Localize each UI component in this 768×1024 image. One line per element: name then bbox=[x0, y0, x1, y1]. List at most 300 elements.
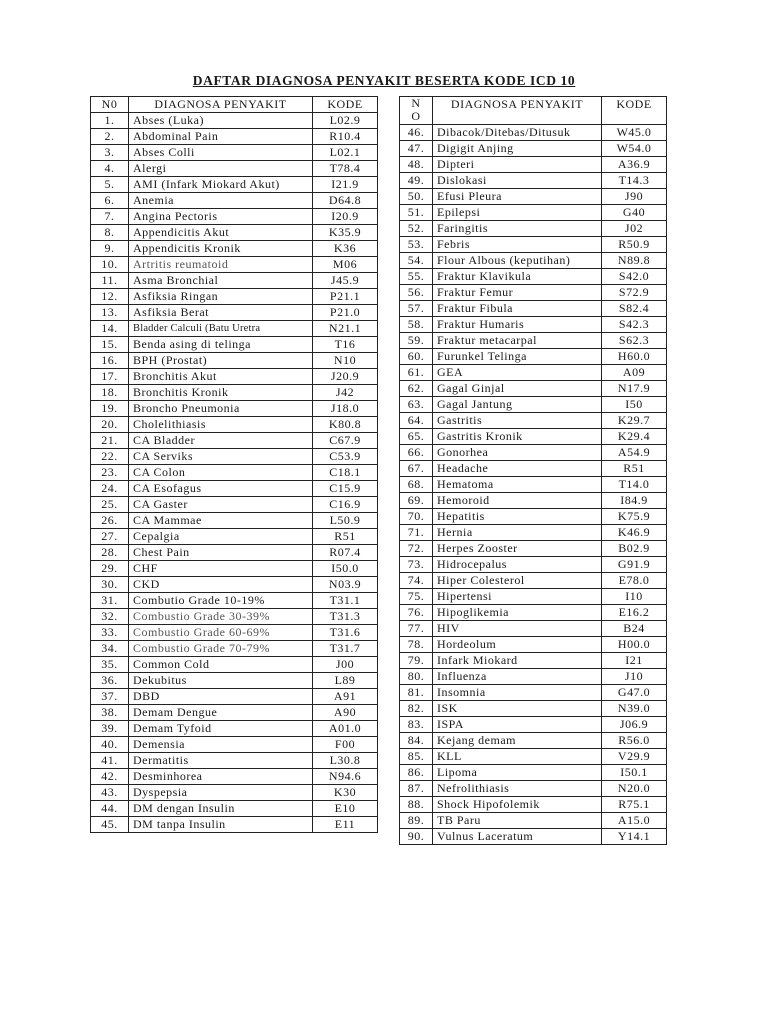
diagnosis-name: Hematoma bbox=[433, 477, 602, 493]
row-number: 7. bbox=[91, 209, 129, 225]
row-number: 88. bbox=[400, 797, 433, 813]
diagnosis-name: Combustio Grade 70-79% bbox=[129, 641, 313, 657]
diagnosis-name: Hidrocepalus bbox=[433, 557, 602, 573]
diagnosis-name: GEA bbox=[433, 365, 602, 381]
row-number: 12. bbox=[91, 289, 129, 305]
icd-code: J06.9 bbox=[602, 717, 667, 733]
icd-code: T31.6 bbox=[313, 625, 378, 641]
row-number: 78. bbox=[400, 637, 433, 653]
icd-code: I50.1 bbox=[602, 765, 667, 781]
icd-code: E10 bbox=[313, 801, 378, 817]
row-number: 48. bbox=[400, 157, 433, 173]
diagnosis-name: Appendicitis Kronik bbox=[129, 241, 313, 257]
icd-code: I21.9 bbox=[313, 177, 378, 193]
diagnosis-name: Insomnia bbox=[433, 685, 602, 701]
table-row bbox=[91, 545, 378, 561]
diagnosis-name: Lipoma bbox=[433, 765, 602, 781]
row-number: 65. bbox=[400, 429, 433, 445]
icd-code: P21.0 bbox=[313, 305, 378, 321]
row-number: 60. bbox=[400, 349, 433, 365]
row-number: 36. bbox=[91, 673, 129, 689]
icd-code: N89.8 bbox=[602, 253, 667, 269]
diagnosis-name: Alergi bbox=[129, 161, 313, 177]
diagnosis-name: CA Bladder bbox=[129, 433, 313, 449]
diagnosis-name: Efusi Pleura bbox=[433, 189, 602, 205]
row-number: 28. bbox=[91, 545, 129, 561]
table-row bbox=[91, 657, 378, 673]
icd-code: J90 bbox=[602, 189, 667, 205]
column-header-diagnosis: DIAGNOSA PENYAKIT bbox=[433, 97, 602, 125]
column-header-diagnosis: DIAGNOSA PENYAKIT bbox=[129, 97, 313, 113]
diagnosis-name: Hepatitis bbox=[433, 509, 602, 525]
diagnosis-name: Fraktur Klavikula bbox=[433, 269, 602, 285]
icd-code: Y14.1 bbox=[602, 829, 667, 845]
table-row bbox=[91, 705, 378, 721]
row-number: 4. bbox=[91, 161, 129, 177]
row-number: 62. bbox=[400, 381, 433, 397]
row-number: 20. bbox=[91, 417, 129, 433]
diagnosis-name: Hordeolum bbox=[433, 637, 602, 653]
table-row bbox=[400, 189, 667, 205]
table-row bbox=[91, 241, 378, 257]
icd-code: N03.9 bbox=[313, 577, 378, 593]
table-row bbox=[400, 205, 667, 221]
table-row bbox=[400, 765, 667, 781]
diagnosis-name: Furunkel Telinga bbox=[433, 349, 602, 365]
icd-code: N39.0 bbox=[602, 701, 667, 717]
diagnosis-name: Herpes Zooster bbox=[433, 541, 602, 557]
icd-code: A54.9 bbox=[602, 445, 667, 461]
icd-code: M06 bbox=[313, 257, 378, 273]
icd-code: J20.9 bbox=[313, 369, 378, 385]
table-row bbox=[91, 689, 378, 705]
column-header-code: KODE bbox=[602, 97, 667, 125]
icd-code: N20.0 bbox=[602, 781, 667, 797]
row-number: 23. bbox=[91, 465, 129, 481]
diagnosis-name: Hemoroid bbox=[433, 493, 602, 509]
diagnosis-name: Gagal Jantung bbox=[433, 397, 602, 413]
table-row bbox=[400, 397, 667, 413]
row-number: 85. bbox=[400, 749, 433, 765]
table-row bbox=[400, 477, 667, 493]
diagnosis-name: Dekubitus bbox=[129, 673, 313, 689]
table-header-row bbox=[91, 97, 378, 113]
diagnosis-name: Hernia bbox=[433, 525, 602, 541]
icd-code: L89 bbox=[313, 673, 378, 689]
diagnosis-name: CA Gaster bbox=[129, 497, 313, 513]
row-number: 13. bbox=[91, 305, 129, 321]
icd-code: I10 bbox=[602, 589, 667, 605]
table-row bbox=[400, 781, 667, 797]
table-row bbox=[91, 609, 378, 625]
row-number: 83. bbox=[400, 717, 433, 733]
row-number: 80. bbox=[400, 669, 433, 685]
diagnosis-name: KLL bbox=[433, 749, 602, 765]
row-number: 90. bbox=[400, 829, 433, 845]
diagnosis-name: Abses Colli bbox=[129, 145, 313, 161]
diagnosis-name: Dislokasi bbox=[433, 173, 602, 189]
table-row bbox=[400, 829, 667, 845]
icd-code: H60.0 bbox=[602, 349, 667, 365]
table-row bbox=[400, 797, 667, 813]
icd-code: K75.9 bbox=[602, 509, 667, 525]
diagnosis-name: Common Cold bbox=[129, 657, 313, 673]
row-number: 47. bbox=[400, 141, 433, 157]
diagnosis-name: BPH (Prostat) bbox=[129, 353, 313, 369]
row-number: 35. bbox=[91, 657, 129, 673]
diagnosis-name: Infark Miokard bbox=[433, 653, 602, 669]
table-row bbox=[91, 433, 378, 449]
icd-code: I50.0 bbox=[313, 561, 378, 577]
diagnosis-name: TB Paru bbox=[433, 813, 602, 829]
icd-code: J10 bbox=[602, 669, 667, 685]
diagnosis-name: Appendicitis Akut bbox=[129, 225, 313, 241]
table-row bbox=[400, 733, 667, 749]
icd-code: R51 bbox=[313, 529, 378, 545]
document-title: DAFTAR DIAGNOSA PENYAKIT BESERTA KODE ICD 10 bbox=[192, 73, 576, 88]
diagnosis-name: Angina Pectoris bbox=[129, 209, 313, 225]
table-row bbox=[400, 221, 667, 237]
table-row bbox=[400, 381, 667, 397]
table-row bbox=[400, 445, 667, 461]
icd-code: J45.9 bbox=[313, 273, 378, 289]
table-row bbox=[91, 337, 378, 353]
icd-code: L30.8 bbox=[313, 753, 378, 769]
table-row bbox=[400, 269, 667, 285]
icd-code: P21.1 bbox=[313, 289, 378, 305]
diagnosis-name: Combutio Grade 10-19% bbox=[129, 593, 313, 609]
diagnosis-name: Gastritis Kronik bbox=[433, 429, 602, 445]
row-number: 53. bbox=[400, 237, 433, 253]
table-row bbox=[91, 385, 378, 401]
diagnosis-name: Fraktur Femur bbox=[433, 285, 602, 301]
diagnosis-name: AMI (Infark Miokard Akut) bbox=[129, 177, 313, 193]
icd-code: R07.4 bbox=[313, 545, 378, 561]
column-header-no: N O bbox=[400, 97, 433, 125]
table-row bbox=[400, 557, 667, 573]
row-number: 87. bbox=[400, 781, 433, 797]
icd-code: L02.9 bbox=[313, 113, 378, 129]
icd-code: E16.2 bbox=[602, 605, 667, 621]
row-number: 73. bbox=[400, 557, 433, 573]
table-row bbox=[91, 225, 378, 241]
table-row bbox=[400, 349, 667, 365]
table-row bbox=[400, 157, 667, 173]
diagnosis-name: Fraktur Humaris bbox=[433, 317, 602, 333]
table-row bbox=[91, 449, 378, 465]
row-number: 21. bbox=[91, 433, 129, 449]
icd-code: B24 bbox=[602, 621, 667, 637]
diagnosis-table-right bbox=[399, 96, 667, 845]
table-row bbox=[91, 305, 378, 321]
table-row bbox=[91, 497, 378, 513]
row-number: 33. bbox=[91, 625, 129, 641]
icd-code: H00.0 bbox=[602, 637, 667, 653]
table-row bbox=[91, 401, 378, 417]
row-number: 63. bbox=[400, 397, 433, 413]
table-row bbox=[91, 673, 378, 689]
icd-code: K80.8 bbox=[313, 417, 378, 433]
icd-code: R56.0 bbox=[602, 733, 667, 749]
row-number: 38. bbox=[91, 705, 129, 721]
row-number: 52. bbox=[400, 221, 433, 237]
row-number: 86. bbox=[400, 765, 433, 781]
table-row bbox=[91, 353, 378, 369]
table-row bbox=[91, 753, 378, 769]
table-row bbox=[91, 113, 378, 129]
table-row bbox=[91, 193, 378, 209]
table-row bbox=[400, 813, 667, 829]
icd-code: T16 bbox=[313, 337, 378, 353]
table-row bbox=[400, 509, 667, 525]
row-number: 14. bbox=[91, 321, 129, 337]
diagnosis-name: Dermatitis bbox=[129, 753, 313, 769]
icd-code: D64.8 bbox=[313, 193, 378, 209]
row-number: 69. bbox=[400, 493, 433, 509]
diagnosis-name: Hipertensi bbox=[433, 589, 602, 605]
row-number: 17. bbox=[91, 369, 129, 385]
table-row bbox=[400, 749, 667, 765]
icd-code: K29.4 bbox=[602, 429, 667, 445]
diagnosis-name: Asma Bronchial bbox=[129, 273, 313, 289]
diagnosis-name: Flour Albous (keputihan) bbox=[433, 253, 602, 269]
diagnosis-name: Asfiksia Ringan bbox=[129, 289, 313, 305]
icd-code: K29.7 bbox=[602, 413, 667, 429]
row-number: 89. bbox=[400, 813, 433, 829]
icd-code: T14.3 bbox=[602, 173, 667, 189]
table-row bbox=[91, 481, 378, 497]
diagnosis-name: CA Mammae bbox=[129, 513, 313, 529]
row-number: 75. bbox=[400, 589, 433, 605]
row-number: 70. bbox=[400, 509, 433, 525]
table-row bbox=[400, 125, 667, 141]
row-number: 59. bbox=[400, 333, 433, 349]
icd-code: A91 bbox=[313, 689, 378, 705]
row-number: 64. bbox=[400, 413, 433, 429]
diagnosis-name: Fraktur Fibula bbox=[433, 301, 602, 317]
icd-code: S42.3 bbox=[602, 317, 667, 333]
table-row bbox=[91, 161, 378, 177]
icd-code: T31.1 bbox=[313, 593, 378, 609]
table-row bbox=[91, 177, 378, 193]
diagnosis-name: Bladder Calculi (Batu Uretra bbox=[129, 321, 313, 337]
diagnosis-name: Kejang demam bbox=[433, 733, 602, 749]
table-row bbox=[400, 173, 667, 189]
table-row bbox=[91, 561, 378, 577]
table-row bbox=[400, 301, 667, 317]
row-number: 57. bbox=[400, 301, 433, 317]
icd-code: S72.9 bbox=[602, 285, 667, 301]
diagnosis-name: Faringitis bbox=[433, 221, 602, 237]
diagnosis-name: Abses (Luka) bbox=[129, 113, 313, 129]
icd-code: T31.7 bbox=[313, 641, 378, 657]
diagnosis-name: ISK bbox=[433, 701, 602, 717]
diagnosis-name: Gastritis bbox=[433, 413, 602, 429]
table-row bbox=[91, 145, 378, 161]
diagnosis-name: Demam Dengue bbox=[129, 705, 313, 721]
row-number: 24. bbox=[91, 481, 129, 497]
row-number: 8. bbox=[91, 225, 129, 241]
column-header-code: KODE bbox=[313, 97, 378, 113]
diagnosis-name: Dibacok/Ditebas/Ditusuk bbox=[433, 125, 602, 141]
row-number: 29. bbox=[91, 561, 129, 577]
table-row bbox=[91, 801, 378, 817]
row-number: 32. bbox=[91, 609, 129, 625]
diagnosis-name: Broncho Pneumonia bbox=[129, 401, 313, 417]
row-number: 11. bbox=[91, 273, 129, 289]
row-number: 19. bbox=[91, 401, 129, 417]
row-number: 79. bbox=[400, 653, 433, 669]
diagnosis-name: Combustio Grade 30-39% bbox=[129, 609, 313, 625]
row-number: 45. bbox=[91, 817, 129, 833]
row-number: 22. bbox=[91, 449, 129, 465]
icd-code: F00 bbox=[313, 737, 378, 753]
row-number: 15. bbox=[91, 337, 129, 353]
row-number: 26. bbox=[91, 513, 129, 529]
table-row bbox=[400, 237, 667, 253]
diagnosis-name: Epilepsi bbox=[433, 205, 602, 221]
table-row bbox=[400, 461, 667, 477]
table-row bbox=[400, 701, 667, 717]
table-row bbox=[400, 333, 667, 349]
row-number: 68. bbox=[400, 477, 433, 493]
table-row bbox=[91, 129, 378, 145]
diagnosis-name: Chest Pain bbox=[129, 545, 313, 561]
icd-code: W45.0 bbox=[602, 125, 667, 141]
icd-code: G40 bbox=[602, 205, 667, 221]
table-row bbox=[91, 737, 378, 753]
row-number: 37. bbox=[91, 689, 129, 705]
table-row bbox=[400, 717, 667, 733]
diagnosis-name: Febris bbox=[433, 237, 602, 253]
row-number: 81. bbox=[400, 685, 433, 701]
table-row bbox=[400, 573, 667, 589]
table-row bbox=[400, 621, 667, 637]
row-number: 27. bbox=[91, 529, 129, 545]
icd-code: C18.1 bbox=[313, 465, 378, 481]
table-row bbox=[91, 465, 378, 481]
row-number: 76. bbox=[400, 605, 433, 621]
diagnosis-name: CHF bbox=[129, 561, 313, 577]
table-row bbox=[91, 721, 378, 737]
row-number: 49. bbox=[400, 173, 433, 189]
icd-code: R75.1 bbox=[602, 797, 667, 813]
icd-code: N21.1 bbox=[313, 321, 378, 337]
table-row bbox=[400, 637, 667, 653]
icd-code: N17.9 bbox=[602, 381, 667, 397]
row-number: 5. bbox=[91, 177, 129, 193]
icd-code: A01.0 bbox=[313, 721, 378, 737]
table-row bbox=[400, 365, 667, 381]
icd-code: T78.4 bbox=[313, 161, 378, 177]
icd-code: N10 bbox=[313, 353, 378, 369]
icd-code: C53.9 bbox=[313, 449, 378, 465]
table-row bbox=[91, 257, 378, 273]
diagnosis-name: Nefrolithiasis bbox=[433, 781, 602, 797]
diagnosis-name: Gagal Ginjal bbox=[433, 381, 602, 397]
icd-code: C16.9 bbox=[313, 497, 378, 513]
diagnosis-name: Bronchitis Akut bbox=[129, 369, 313, 385]
icd-code: E11 bbox=[313, 817, 378, 833]
row-number: 3. bbox=[91, 145, 129, 161]
row-number: 58. bbox=[400, 317, 433, 333]
row-number: 84. bbox=[400, 733, 433, 749]
table-row bbox=[91, 817, 378, 833]
row-number: 46. bbox=[400, 125, 433, 141]
icd-code: W54.0 bbox=[602, 141, 667, 157]
table-row bbox=[91, 769, 378, 785]
diagnosis-name: Vulnus Laceratum bbox=[433, 829, 602, 845]
diagnosis-name: CA Serviks bbox=[129, 449, 313, 465]
row-number: 31. bbox=[91, 593, 129, 609]
row-number: 42. bbox=[91, 769, 129, 785]
row-number: 50. bbox=[400, 189, 433, 205]
table-row bbox=[400, 589, 667, 605]
table-row bbox=[400, 317, 667, 333]
row-number: 40. bbox=[91, 737, 129, 753]
icd-code: G47.0 bbox=[602, 685, 667, 701]
diagnosis-name: Headache bbox=[433, 461, 602, 477]
row-number: 44. bbox=[91, 801, 129, 817]
row-number: 71. bbox=[400, 525, 433, 541]
diagnosis-name: Artritis reumatoid bbox=[129, 257, 313, 273]
diagnosis-name: Influenza bbox=[433, 669, 602, 685]
row-number: 41. bbox=[91, 753, 129, 769]
table-row bbox=[400, 253, 667, 269]
diagnosis-name: Dyspepsia bbox=[129, 785, 313, 801]
icd-code: V29.9 bbox=[602, 749, 667, 765]
table-row bbox=[400, 285, 667, 301]
table-row bbox=[91, 369, 378, 385]
row-number: 56. bbox=[400, 285, 433, 301]
diagnosis-name: Anemia bbox=[129, 193, 313, 209]
row-number: 67. bbox=[400, 461, 433, 477]
table-row bbox=[91, 577, 378, 593]
table-row bbox=[400, 429, 667, 445]
row-number: 1. bbox=[91, 113, 129, 129]
icd-code: L50.9 bbox=[313, 513, 378, 529]
diagnosis-name: CA Esofagus bbox=[129, 481, 313, 497]
icd-code: K30 bbox=[313, 785, 378, 801]
table-row bbox=[91, 785, 378, 801]
diagnosis-name: Abdominal Pain bbox=[129, 129, 313, 145]
icd-code: T31.3 bbox=[313, 609, 378, 625]
icd-code: N94.6 bbox=[313, 769, 378, 785]
table-row bbox=[91, 417, 378, 433]
icd-code: J02 bbox=[602, 221, 667, 237]
table-row bbox=[400, 685, 667, 701]
row-number: 16. bbox=[91, 353, 129, 369]
icd-code: B02.9 bbox=[602, 541, 667, 557]
diagnosis-name: Combustio Grade 60-69% bbox=[129, 625, 313, 641]
row-number: 39. bbox=[91, 721, 129, 737]
diagnosis-name: Bronchitis Kronik bbox=[129, 385, 313, 401]
icd-code: L02.1 bbox=[313, 145, 378, 161]
diagnosis-name: Digigit Anjing bbox=[433, 141, 602, 157]
row-number: 82. bbox=[400, 701, 433, 717]
icd-code: J18.0 bbox=[313, 401, 378, 417]
table-row bbox=[91, 273, 378, 289]
table-row bbox=[91, 529, 378, 545]
icd-code: A09 bbox=[602, 365, 667, 381]
icd-code: K36 bbox=[313, 241, 378, 257]
icd-code: R50.9 bbox=[602, 237, 667, 253]
table-row bbox=[91, 209, 378, 225]
row-number: 10. bbox=[91, 257, 129, 273]
diagnosis-name: Desminhorea bbox=[129, 769, 313, 785]
icd-code: A90 bbox=[313, 705, 378, 721]
row-number: 25. bbox=[91, 497, 129, 513]
